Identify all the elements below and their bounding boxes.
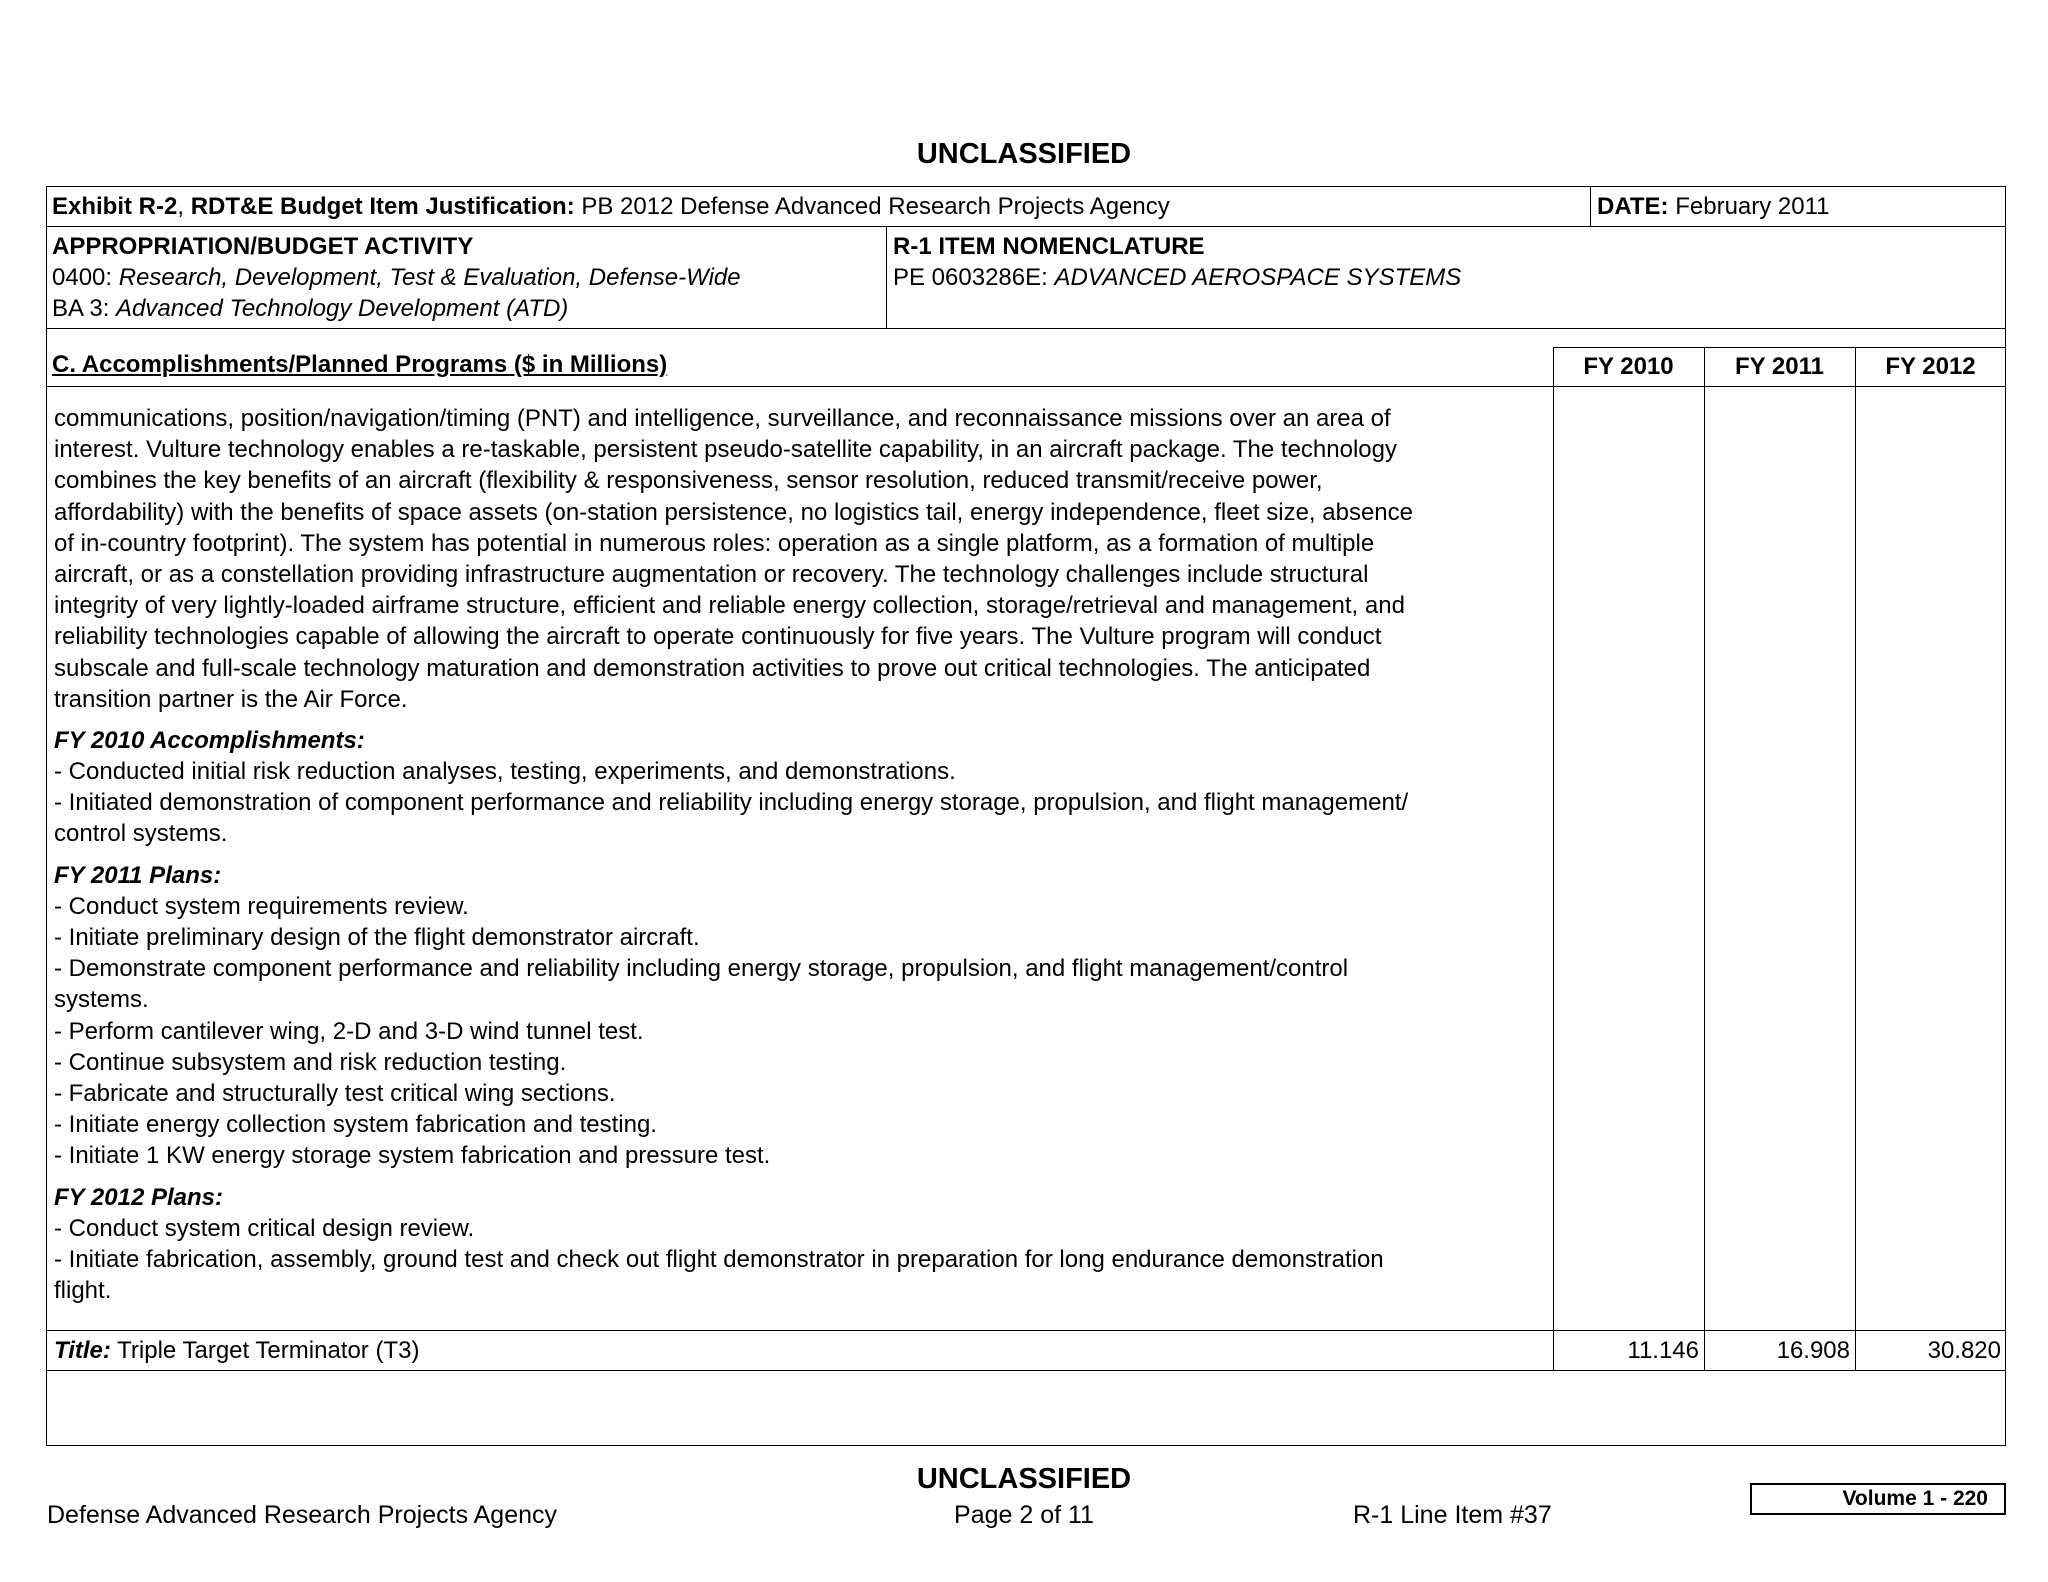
description-line: communications, position/navigation/timing (PNT) and intelligence, surveillance, and reconnaissance missions over an area of <box>54 405 1391 432</box>
title-row-label <box>54 1335 419 1366</box>
program-description <box>54 403 1413 1306</box>
fy2011-header: FY 2011 <box>1735 353 1824 380</box>
fy2010-header: FY 2010 <box>1583 353 1674 380</box>
budget-activity-desc: Advanced Technology Development (ATD) <box>116 295 569 322</box>
fy2012-item: - Initiate fabrication, assembly, ground test and check out flight demonstrator in preparation for long endurance demonstration <box>54 1245 1384 1273</box>
appropriation-desc: Research, Development, Test & Evaluation, Defense-Wide <box>118 264 741 291</box>
classification-bottom: UNCLASSIFIED <box>916 1463 1132 1495</box>
footer-page: Page 2 of 11 <box>954 1501 1094 1529</box>
fy2011-item: - Initiate energy collection system fabrication and testing. <box>54 1111 657 1139</box>
footer-agency: Defense Advanced Research Projects Agency <box>47 1501 558 1529</box>
budget-activity-code: BA 3: <box>52 295 117 322</box>
title-fy2011-value: 16.908 <box>1776 1337 1850 1364</box>
fy2010-item: control systems. <box>54 820 228 848</box>
nomenclature-block <box>893 231 1461 293</box>
fy2011-item: - Continue subsystem and risk reduction testing. <box>54 1048 567 1076</box>
date-divider <box>1590 186 1591 226</box>
section-rule <box>46 386 2006 387</box>
fy2010-item: - Initiated demonstration of component performance and reliability including energy storage, propulsion, and flight management/ <box>54 789 1409 817</box>
description-line: integrity of very lightly-loaded airframe structure, efficient and reliable energy collection, storage/retrieval and management, and <box>54 592 1405 620</box>
appropriation-line-2 <box>52 293 741 324</box>
date-value: February 2011 <box>1675 193 1830 220</box>
date-label: DATE: <box>1597 193 1669 220</box>
description-line: reliability technologies capable of allowing the aircraft to operate continuously for five years. The Vulture program will conduct <box>54 623 1382 651</box>
fy2011-item: - Initiate preliminary design of the flight demonstrator aircraft. <box>54 924 700 951</box>
fy2012-item: - Conduct system critical design review. <box>54 1214 475 1242</box>
description-line: interest. Vulture technology enables a re-taskable, persistent pseudo-satellite capability, in an aircraft package. The technology <box>54 436 1398 464</box>
fy2011-item: - Fabricate and structurally test critical wing sections. <box>54 1079 616 1107</box>
justification-value: PB 2012 Defense Advanced Research Projects Agency <box>581 193 1170 220</box>
appropriation-block <box>52 231 741 324</box>
fy2012-heading: FY 2012 Plans: <box>54 1183 223 1211</box>
title-row-bottom-rule <box>46 1370 2006 1371</box>
description-line: aircraft, or as a constellation providing infrastructure augmentation or recovery. The technology challenges include structural <box>54 560 1369 588</box>
description-line: combines the key benefits of an aircraft (flexibility & responsiveness, sensor resolution, reduced transmit/receive power, <box>54 467 1323 495</box>
fy2011-item: systems. <box>54 986 149 1014</box>
fy2010-item: - Conducted initial risk reduction analyses, testing, experiments, and demonstrations. <box>54 758 956 786</box>
appropriation-rule <box>46 328 2006 329</box>
description-line: of in-country footprint). The system has potential in numerous roles: operation as a single platform, as a formation of multiple <box>54 529 1375 557</box>
spacer <box>54 850 1413 860</box>
classification-top: UNCLASSIFIED <box>916 138 1132 170</box>
spacer <box>54 1172 1413 1182</box>
fy-header-top-rule <box>1553 347 2006 348</box>
description-line: transition partner is the Air Force. <box>54 685 408 713</box>
title-label: Title: <box>54 1337 111 1364</box>
col-divider-3 <box>1855 347 1856 1370</box>
volume-box: Volume 1 - 220 <box>1750 1483 2006 1515</box>
description-line: affordability) with the benefits of space assets (on-station persistence, no logistics tail, energy independence, fleet size, absence <box>54 498 1413 526</box>
col-divider-2 <box>1704 347 1705 1370</box>
fy2011-item: - Demonstrate component performance and reliability including energy storage, propulsion, and flight management/control <box>54 955 1349 983</box>
appropriation-code: 0400: <box>52 264 119 291</box>
footer-line-item: R-1 Line Item #37 <box>1353 1501 1552 1529</box>
pe-desc: ADVANCED AEROSPACE SYSTEMS <box>1054 264 1462 291</box>
header-rule <box>46 226 2006 227</box>
fy2011-item: - Perform cantilever wing, 2-D and 3-D wind tunnel test. <box>54 1017 644 1045</box>
nomenclature-label: R-1 ITEM NOMENCLATURE <box>893 233 1205 260</box>
fy2010-heading: FY 2010 Accomplishments: <box>54 726 365 754</box>
justification-label: RDT&E Budget Item Justification: <box>190 193 575 220</box>
nomenclature-divider <box>886 226 887 328</box>
col-divider-1 <box>1553 347 1554 1370</box>
spacer <box>54 715 1413 725</box>
fy2011-item: - Initiate 1 KW energy storage system fabrication and pressure test. <box>54 1142 771 1170</box>
title-fy2012-value: 30.820 <box>1927 1337 2001 1364</box>
fy2012-header: FY 2012 <box>1885 353 1976 380</box>
fy2011-item: - Conduct system requirements review. <box>54 892 469 920</box>
exhibit-header <box>52 191 1170 222</box>
description-line: subscale and full-scale technology maturation and demonstration activities to prove out critical technologies. The anticipated <box>54 654 1371 682</box>
date-field <box>1597 191 1830 222</box>
pe-code: PE 0603286E: <box>893 264 1055 291</box>
title-value: Triple Target Terminator (T3) <box>110 1337 420 1364</box>
nomenclature-line <box>893 262 1461 293</box>
section-title: C. Accomplishments/Planned Programs ($ in Millions) <box>52 351 668 378</box>
appropriation-label: APPROPRIATION/BUDGET ACTIVITY <box>52 233 474 260</box>
title-fy2010-value: 11.146 <box>1627 1337 1699 1364</box>
title-row-top-rule <box>46 1330 2006 1331</box>
fy2012-item: flight. <box>54 1277 112 1305</box>
fy2011-heading: FY 2011 Plans: <box>54 861 222 889</box>
exhibit-label: Exhibit R-2 <box>52 193 178 220</box>
exhibit-separator: , <box>177 193 191 220</box>
appropriation-line-1 <box>52 262 741 293</box>
